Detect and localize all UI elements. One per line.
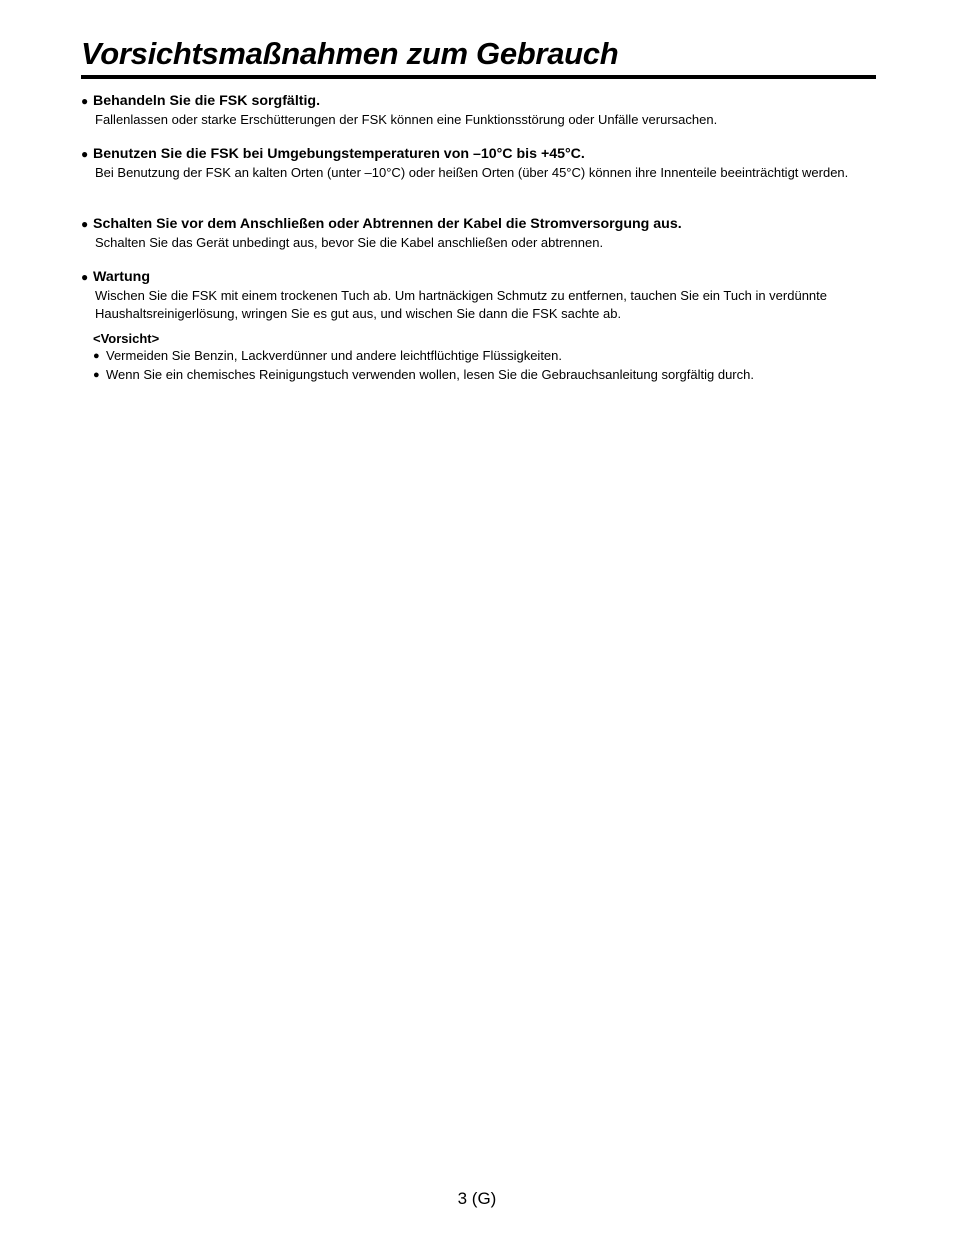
- caution-item-text: Wenn Sie ein chemisches Reinigungstuch verwenden wollen, lesen Sie die Gebrauchsanleitung sorgfältig durch.: [106, 366, 754, 382]
- bullet-icon: ●: [81, 270, 89, 284]
- section-body: Bei Benutzung der FSK an kalten Orten (unter –10°C) oder heißen Orten (über 45°C) können ihre Innenteile beeinträchtigt werden.: [95, 165, 849, 180]
- section-heading: [81, 269, 871, 286]
- caution-item-text: Vermeiden Sie Benzin, Lackverdünner und andere leichtflüchtige Flüssigkeiten.: [106, 348, 562, 363]
- section-heading-text: Wartung: [93, 269, 150, 285]
- bullet-icon: ●: [81, 147, 89, 161]
- section-body: Wischen Sie die FSK mit einem trockenen Tuch ab. Um hartnäckigen Schmutz zu entfernen, tauchen Sie ein Tuch in verdünnte Haushaltsreinigerlösung, wringen Sie es gut aus, und wischen Sie dann die FSK sachte ab.: [95, 288, 827, 321]
- title-rule: [81, 75, 876, 79]
- bullet-icon: ●: [81, 217, 89, 231]
- section-power: [81, 216, 871, 252]
- page-title: Vorsichtsmaßnahmen zum Gebrauch: [81, 36, 619, 71]
- section-heading: [81, 93, 871, 110]
- section-heading-text: Behandeln Sie die FSK sorgfältig.: [93, 93, 321, 109]
- page-number: 3 (G): [457, 1189, 497, 1208]
- bullet-icon: ●: [93, 350, 100, 362]
- caution-title: <Vorsicht>: [93, 331, 160, 346]
- section-heading: [81, 146, 871, 163]
- section-heading-text: Schalten Sie vor dem Anschließen oder Abtrennen der Kabel die Stromversorgung aus.: [93, 216, 682, 232]
- section-handling: [81, 93, 871, 129]
- section-heading: [81, 216, 871, 233]
- section-body: Fallenlassen oder starke Erschütterungen der FSK können eine Funktionsstörung oder Unfälle verursachen.: [95, 112, 718, 127]
- bullet-icon: ●: [93, 368, 100, 381]
- section-temperature: [81, 146, 871, 182]
- caution-item: [93, 366, 871, 385]
- section-heading-text: Benutzen Sie die FSK bei Umgebungstemperaturen von –10°C bis +45°C.: [93, 146, 585, 162]
- bullet-icon: ●: [81, 94, 89, 108]
- section-body: Schalten Sie das Gerät unbedingt aus, bevor Sie die Kabel anschließen oder abtrennen.: [95, 235, 604, 250]
- section-maintenance: [81, 269, 871, 384]
- caution-item: [93, 347, 871, 366]
